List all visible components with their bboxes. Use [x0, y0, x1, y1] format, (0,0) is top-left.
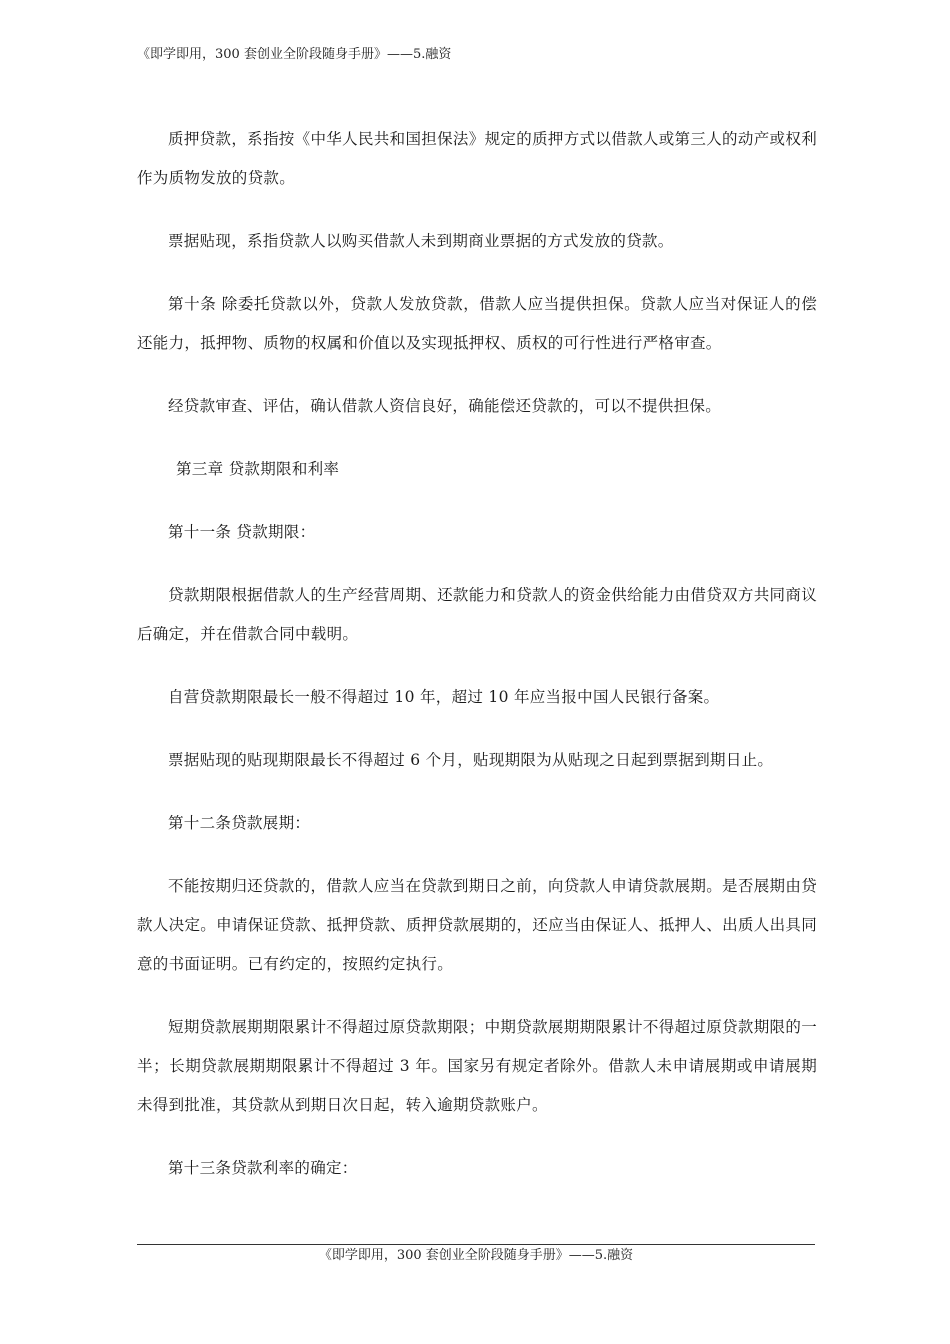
page-footer: 《即学即用，300 套创业全阶段随身手册》——5.融资: [318, 1248, 634, 1263]
paragraph-extension-application: 不能按期归还贷款的，借款人应当在贷款到期日之前，向贷款人申请贷款展期。是否展期由贷款人决定。申请保证贷款、抵押贷款、质押贷款展期的，还应当由保证人、抵押人、出质人出具同意的书面证明。已有约定的，按照约定执行。: [137, 877, 817, 973]
paragraph-extension-limits: 短期贷款展期期限累计不得超过原贷款期限；中期贷款展期期限累计不得超过原贷款期限的一半；长期贷款展期期限累计不得超过 3 年。国家另有规定者除外。借款人未申请展期或申请展期未得到批准，其贷款从到期日次日起，转入逾期贷款账户。: [137, 1018, 817, 1114]
chapter-heading: 第三章 贷款期限和利率: [176, 460, 340, 478]
paragraph-bill-discount: 票据贴现，系指贷款人以购买借款人未到期商业票据的方式发放的贷款。: [168, 232, 674, 250]
paragraph-article-11: 第十一条 贷款期限：: [168, 523, 316, 541]
paragraph-article-13: 第十三条贷款利率的确定：: [168, 1159, 358, 1177]
paragraph-article-12: 第十二条贷款展期：: [168, 814, 311, 832]
paragraph-no-guarantee: 经贷款审查、评估，确认借款人资信良好，确能偿还贷款的，可以不提供担保。: [168, 397, 722, 415]
paragraph-loan-term: 贷款期限根据借款人的生产经营周期、还款能力和贷款人的资金供给能力由借贷双方共同商议后确定，并在借款合同中载明。: [137, 586, 817, 643]
paragraph-article-10: 第十条 除委托贷款以外，贷款人发放贷款，借款人应当提供担保。贷款人应当对保证人的偿还能力，抵押物、质物的权属和价值以及实现抵押权、质权的可行性进行严格审查。: [137, 295, 817, 352]
paragraph-discount-term: 票据贴现的贴现期限最长不得超过 6 个月，贴现期限为从贴现之日起到票据到期日止。: [168, 751, 774, 769]
footer-divider: [137, 1244, 815, 1245]
document-body: [137, 120, 817, 1188]
page-header: 《即学即用，300 套创业全阶段随身手册》——5.融资: [137, 47, 452, 62]
paragraph-self-operated-term: 自营贷款期限最长一般不得超过 10 年，超过 10 年应当报中国人民银行备案。: [168, 688, 720, 706]
paragraph-pledge-loan: 质押贷款，系指按《中华人民共和国担保法》规定的质押方式以借款人或第三人的动产或权利作为质物发放的贷款。: [137, 130, 817, 187]
